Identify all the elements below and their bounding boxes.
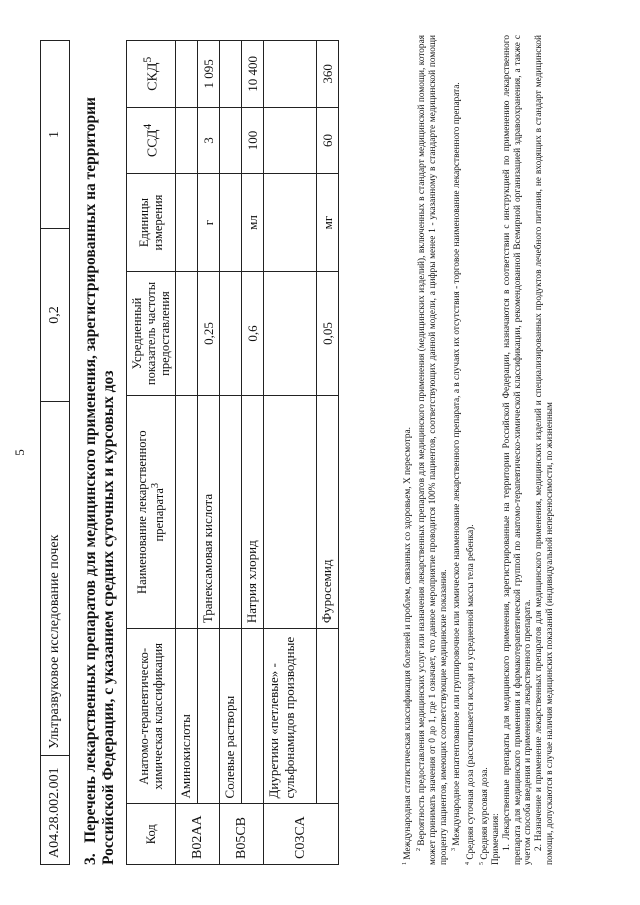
atc-code: B05CB (220, 804, 264, 865)
drug-units: мл (242, 174, 264, 272)
atc-group: Солевые растворы (220, 629, 242, 804)
header-skd: СКД$^5$ (127, 41, 176, 108)
footnote: $^4$ Средняя суточная доза (рассчитывается исходя из усредненной массы тела ребенка). (465, 524, 477, 865)
footnotes (400, 35, 556, 865)
drug-name: Натрия хлорид (242, 396, 264, 629)
header-ssd: ССД$^4$ (127, 107, 176, 174)
drug-skd: 10 400 (242, 41, 264, 108)
remark: 1. Лекарственные препараты для медицинского применения, зарегистрированные на территории Российской Федерации, назначаются в соответствии с инструкцией по применению лекарственного препарата для медицинского применения и фармакотерапевтической группой по анатомо-терапевтическо-химической классификации, рекомендованной Всемирной организацией здравоохранения, а также с учетом способа введения и применения лекарственного препарата. (501, 35, 534, 865)
drug-frequency: 0,6 (242, 271, 264, 395)
header-code: Код (127, 804, 176, 865)
service-multiplicity: 1 (41, 41, 70, 229)
drug-name: Фуросемид (317, 396, 339, 629)
service-row-table (40, 40, 70, 865)
remark: 2. Назначение и применение лекарственных препаратов для медицинского применения, медицинских изделий и специализированных продуктов лечебного питания, не входящих в стандарт медицинской помощи, допускаются в случае наличия медицинских показаний (индивидуальной непереносимости, по жизненным (534, 35, 556, 865)
section-title: Перечень лекарственных препаратов для медицинского применения, зарегистрированных на территории Российской Федерации, с указанием средних суточных и курсовых доз (82, 97, 117, 865)
drug-frequency: 0,05 (317, 271, 339, 395)
section-heading (82, 40, 118, 865)
drugs-table (126, 40, 339, 865)
drug-skd: 1 095 (198, 41, 220, 108)
drug-name: Транексамовая кислота (198, 396, 220, 629)
atc-code: B02AA (176, 804, 220, 865)
header-frequency: Усредненный показатель частоты предоставления (127, 271, 176, 395)
table-row (264, 41, 317, 865)
drug-ssd: 3 (198, 107, 220, 174)
atc-code: C03CA (264, 804, 339, 865)
footnote: $^2$ Вероятность предоставления медицинских услуг или назначения лекарственных препаратов для медицинского применения (медицинских изделий), включенных в стандарт медицинской помощи, которая может принимать значения от 0 до 1, где 1 означает, что данное мероприятие проводится 100% пациентов, соответствующих данной модели, а цифры менее 1 - указанному в стандарте медицинской помощи проценту пациентов, имеющих соответствующие медицинские показания. (415, 35, 449, 865)
atc-group: Диуретики «петлевые» - сульфонамидов производные (264, 629, 317, 804)
table-row (220, 41, 242, 865)
drug-ssd: 100 (242, 107, 264, 174)
footnote: $^5$ Средняя курсовая доза. (479, 767, 491, 865)
service-frequency: 0,2 (41, 229, 70, 402)
table-row (41, 41, 70, 865)
page-number: 5 (12, 449, 27, 456)
header-drug: Наименование лекарственного препарата$^3$ (127, 396, 176, 629)
table-header-row (127, 41, 176, 865)
header-units: Единицы измерения (127, 174, 176, 272)
drug-ssd: 60 (317, 107, 339, 174)
remarks-title: Примечания: (491, 813, 502, 865)
footnote: $^1$ Международная статистическая классификация болезней и проблем, связанных со здоровьем, X пересмотра. (402, 427, 414, 865)
drug-units: мг (317, 174, 339, 272)
table-row (176, 41, 198, 865)
drug-units: г (198, 174, 220, 272)
table-row (242, 41, 264, 865)
table-row (317, 41, 339, 865)
service-code: A04.28.002.001 (41, 756, 70, 865)
atc-group: Аминокислоты (176, 629, 198, 804)
table-row (198, 41, 220, 865)
section-number: 3. (82, 853, 99, 865)
footnote: $^3$ Международное непатентованное или группировочное или химическое наименование лекарственного препарата, а в случаях их отсутствия - торговое наименование лекарственного препарата. (451, 82, 463, 851)
service-name: Ультразвуковое исследование почек (41, 402, 70, 756)
drug-skd: 360 (317, 41, 339, 108)
drug-frequency: 0,25 (198, 271, 220, 395)
header-atc: Анатомо-терапевтическо-химическая классификация (127, 629, 176, 804)
